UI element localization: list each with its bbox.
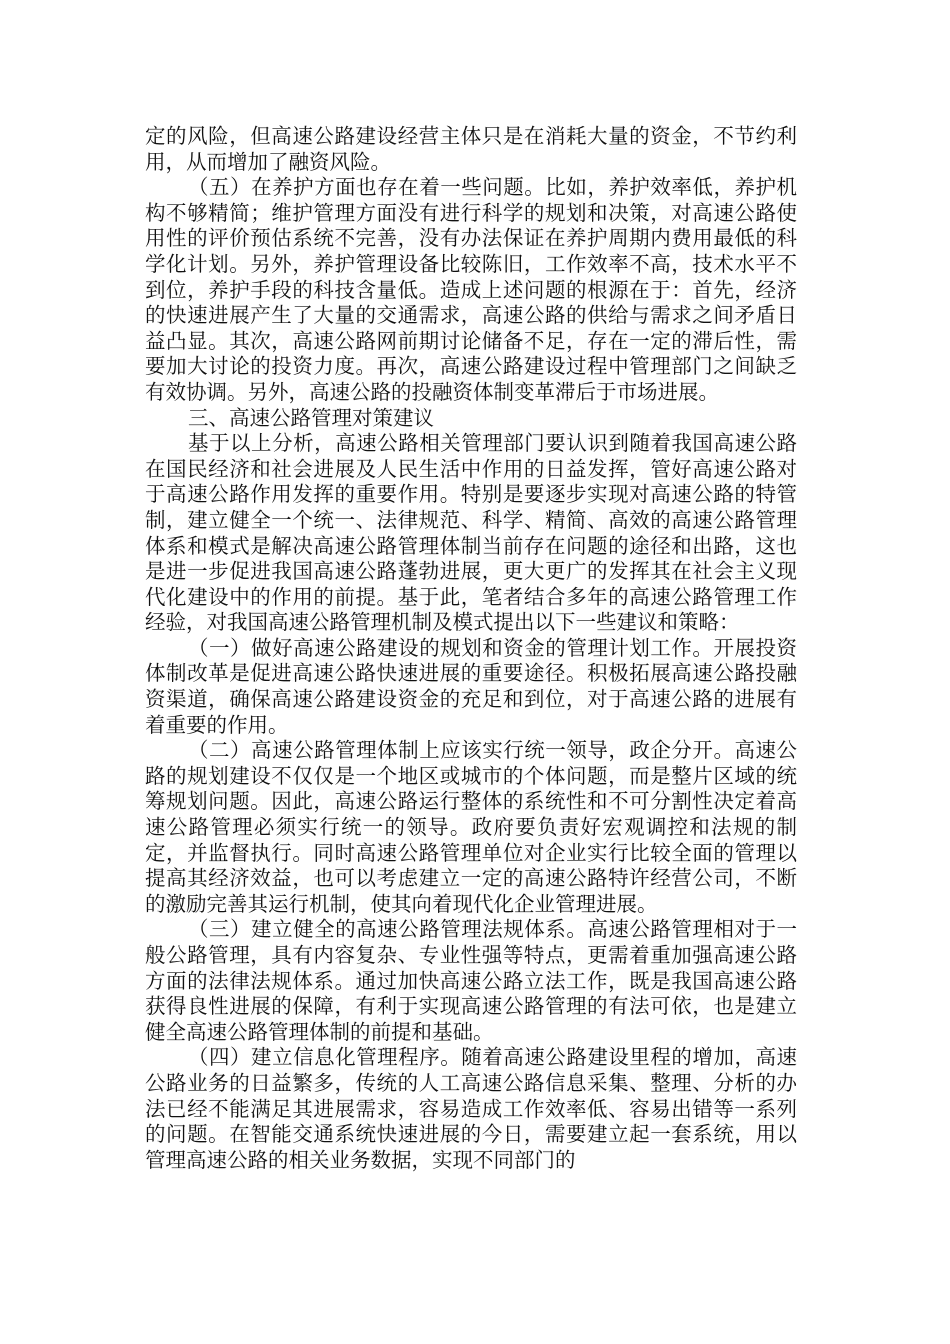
paragraph-maintenance-issues: （五）在养护方面也存在着一些问题。比如，养护效率低，养护机构不够精简；维护管理方面没有进行科学的规划和决策，对高速公路使用性的评价预估系统不完善，没有办法保证在养护周期内费用最低的科学化计划。另外，养护管理设备比较陈旧，工作效率不高，技术水平不到位，养护手段的科技含量低。造成上述问题的根源在于：首先，经济的快速进展产生了大量的交通需求，高速公路的供给与需求之间矛盾日益凸显。其次，高速公路网前期讨论储备不足，存在一定的滞后性，需要加大讨论的投资力度。再次，高速公路建设过程中管理部门之间缺乏有效协调。另外，高速公路的投融资体制变革滞后于市场进展。 bbox=[145, 175, 797, 404]
document-body bbox=[145, 124, 797, 1173]
paragraph-item-1-planning: （一）做好高速公路建设的规划和资金的管理计划工作。开展投资体制改革是促进高速公路快速进展的重要途径。积极拓展高速公路投融资渠道，确保高速公路建设资金的充足和到位，对于高速公路的进展有着重要的作用。 bbox=[145, 635, 797, 737]
paragraph-continuation-risk: 定的风险，但高速公路建设经营主体只是在消耗大量的资金，不节约利用，从而增加了融资风险。 bbox=[145, 124, 797, 174]
paragraph-item-2-unified-leadership: （二）高速公路管理体制上应该实行统一领导，政企分开。高速公路的规划建设不仅仅是一个地区或城市的个体问题，而是整片区域的统筹规划问题。因此，高速公路运行整体的系统性和不可分割性决定着高速公路管理必须实行统一的领导。政府要负责好宏观调控和法规的制定，并监督执行。同时高速公路管理单位对企业实行比较全面的管理以提高其经济效益，也可以考虑建立一定的高速公路特许经营公司，不断的激励完善其运行机制，使其向着现代化企业管理进展。 bbox=[145, 738, 797, 916]
section-heading-countermeasures: 三、高速公路管理对策建议 bbox=[188, 405, 434, 430]
paragraph-item-4-information-management: （四）建立信息化管理程序。随着高速公路建设里程的增加，高速公路业务的日益繁多，传统的人工高速公路信息采集、整理、分析的办法已经不能满足其进展需求，容易造成工作效率低、容易出错等一系列的问题。在智能交通系统快速进展的今日，需要建立起一套系统，用以管理高速公路的相关业务数据，实现不同部门的 bbox=[145, 1045, 797, 1172]
paragraph-item-3-legal-system: （三）建立健全的高速公路管理法规体系。高速公路管理相对于一般公路管理，具有内容复杂、专业性强等特点，更需着重加强高速公路方面的法律法规体系。通过加快高速公路立法工作，既是我国高速公路获得良性进展的保障，有利于实现高速公路管理的有法可依，也是建立健全高速公路管理体制的前提和基础。 bbox=[145, 917, 797, 1044]
paragraph-analysis-basis: 基于以上分析，高速公路相关管理部门要认识到随着我国高速公路在国民经济和社会进展及人民生活中作用的日益发挥，管好高速公路对于高速公路作用发挥的重要作用。特别是要逐步实现对高速公路的特管制，建立健全一个统一、法律规范、科学、精简、高效的高速公路管理体系和模式是解决高速公路管理体制当前存在问题的途径和出路，这也是进一步促进我国高速公路蓬勃进展，更大更广的发挥其在社会主义现代化建设中的作用的前提。基于此，笔者结合多年的高速公路管理工作经验，对我国高速公路管理机制及模式提出以下一些建议和策略： bbox=[145, 431, 797, 635]
